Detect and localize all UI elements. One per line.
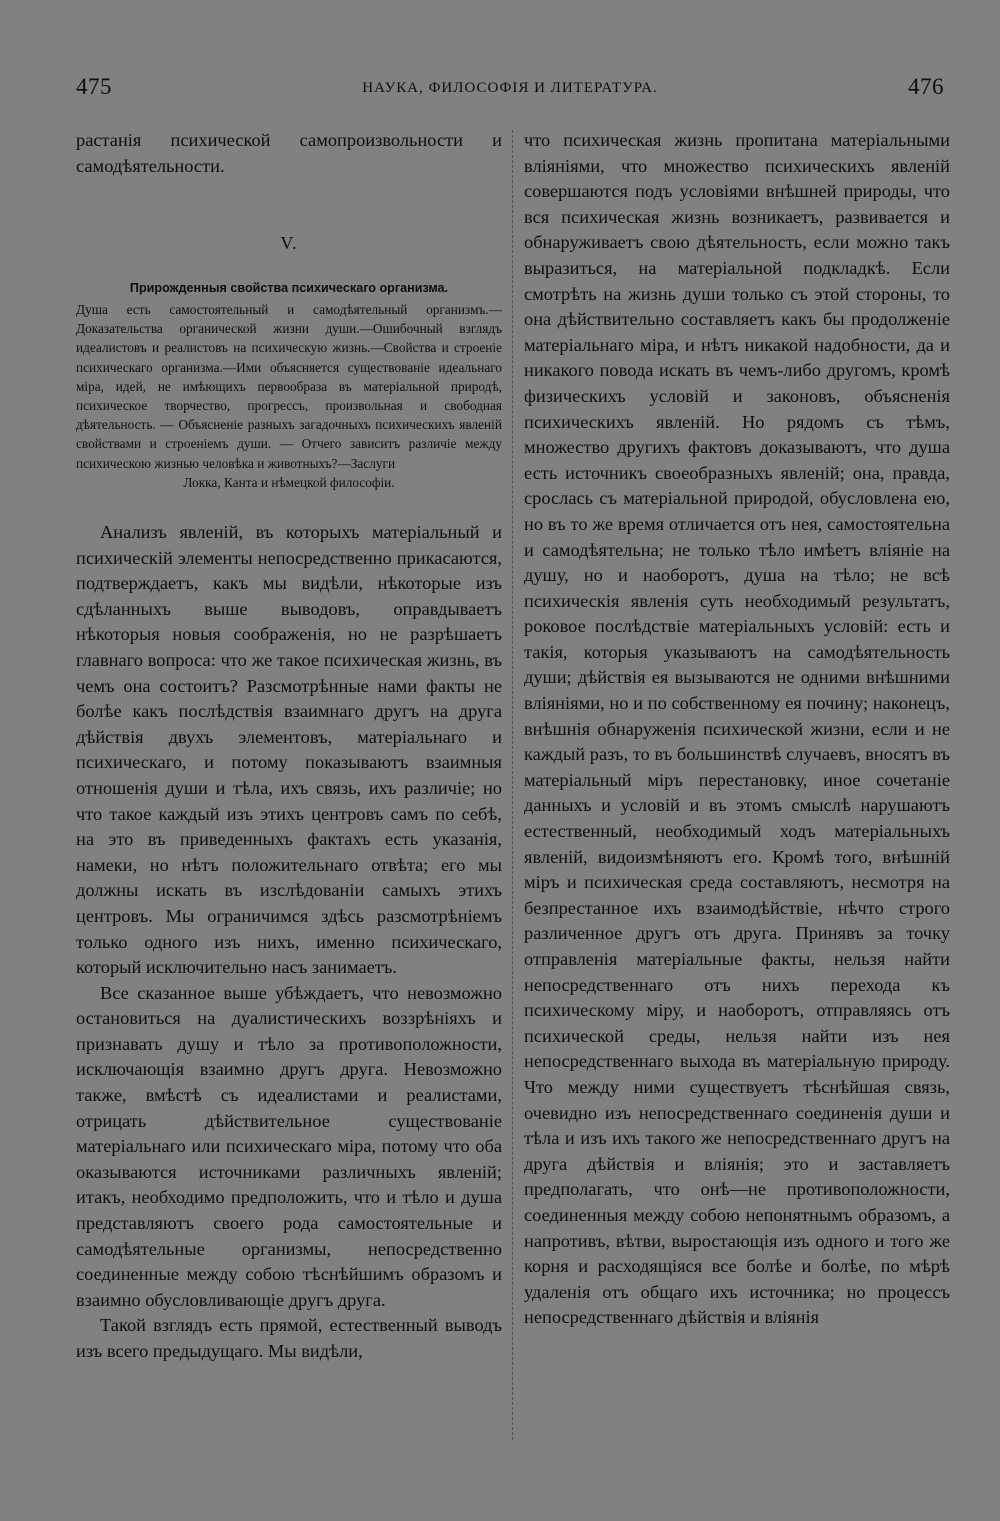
chapter-synopsis bbox=[76, 279, 502, 492]
running-title: НАУКА, ФИЛОСОФІЯ И ЛИТЕРАТУРА. bbox=[362, 80, 658, 96]
right-column-text: что психическая жизнь пропитана матеріальными вліяніями, что множество психическихъ явленій совершаются подъ условіями внѣшней природы, что вся психическая жизнь возникаетъ, развивается и обнаруживаетъ свою дѣятельность, если можно такъ выразиться, на матеріальной подкладкѣ. Если смотрѣть на жизнь души только съ этой стороны, то она дѣйствительно составляетъ какъ бы продолженіе матеріальнаго міра, и нѣтъ никакой надобности, да и никакого повода искать въ чемъ-либо другомъ, кромѣ физическихъ условій и законовъ, объясненія психическихъ явленій. Но рядомъ съ тѣмъ, множество другихъ фактовъ доказываютъ, что душа есть источникъ своеобразныхъ явленій; она, правда, срослась съ матеріальной природой, обусловлена ею, но въ то же время отличается отъ нея, самостоятельна и самодѣятельна; не только тѣло имѣетъ вліяніе на душу, но и наоборотъ, душа на тѣло; не всѣ психическія явленія суть необходимый результатъ, роковое послѣдствіе матеріальныхъ условій: есть и такія, которыя указываютъ на самодѣятельность души; дѣйствія ея вызываются не одними внѣшними вліяніями, но и по собственному ея почину; наконецъ, внѣшнія обнаруженія психической жизни, если и не каждый разъ, то въ большинствѣ случаевъ, вносятъ въ матеріальный міръ перестановку, иное сочетаніе данныхъ и условій и въ этомъ смыслѣ нарушаютъ естественный, необходимый ходъ матеріальныхъ явленій, видоизмѣняютъ его. Кромѣ того, внѣшній міръ и психическая среда составляютъ, несмотря на безпрестанное ихъ взаимодѣйствіе, нѣчто строго различенное другъ отъ друга. Принявъ за точку отправленія матеріальные факты, нельзя найти непосредственнаго отъ нихъ перехода къ психическому міру, и наоборотъ, отправляясь отъ психической среды, нельзя найти изъ нея непосредственнаго выхода въ матеріальную природу. Что между ними существуетъ тѣснѣйшая связь, очевидно изъ непосредственнаго соединенія души и тѣла и изъ ихъ такого же непосредственнаго другъ на друга дѣйствія и вліянія; это и заставляетъ предполагать, что онѣ—не противоположности, соединенныя между собою непонятнымъ образомъ, а напротивъ, вѣтви, выростающія изъ одного и того же корня и расходящіяся все болѣе и болѣе, по мѣрѣ удаленія отъ общаго ихъ источника; но процессъ непосредственнаго дѣйствія и вліянія bbox=[524, 130, 950, 1328]
paragraph-2: Все сказанное выше убѣждаетъ, что невозможно остановиться на дуалистическихъ воззрѣніяхъ и признавать душу и тѣло за противоположности, исключающія взаимно другъ друга. Невозможно также, вмѣстѣ съ идеалистами и реалистами, отрицать дѣйствительное существованіе матеріальнаго или психическаго міра, потому что оба оказываются источниками различныхъ явленій; итакъ, необходимо предположить, что и тѣло и душа представляютъ своего рода самостоятельные и самодѣятельные организмы, непосредственно соединенные между собою тѣснѣйшимъ образомъ и взаимно обусловливающіе другъ друга. bbox=[76, 982, 502, 1310]
synopsis-body: Душа есть самостоятельный и самодѣятельный организмъ.—Доказательства органической жизни души.—Ошибочный взглядъ идеалистовъ и реалистовъ на психическую жизнь.—Свойства и строеніе психическаго организма.—Ими объясняется существованіе идеальнаго міра, идей, не имѣющихъ первообраза въ матеріальной природѣ, психическое творчество, прогрессъ, произвольная и свободная дѣятельность. — Объясненіе разныхъ загадочныхъ психическихъ явленій свойствами и строеніемъ души. — Отчего зависитъ различіе между психическою жизнью человѣка и животныхъ?—Заслуги bbox=[76, 301, 502, 471]
section-number: V. bbox=[280, 233, 298, 254]
page-number-right: 476 bbox=[908, 74, 944, 99]
synopsis-last-line: Локка, Канта и нѣмецкой философіи. bbox=[183, 474, 395, 490]
page-number-left: 475 bbox=[76, 74, 112, 99]
column-divider bbox=[512, 130, 513, 1440]
paragraph-3: Такой взглядъ есть прямой, естественный выводъ изъ всего предыдущаго. Мы видѣли, bbox=[76, 1315, 502, 1362]
left-column bbox=[76, 128, 502, 1365]
running-header bbox=[76, 74, 944, 104]
intro-paragraph: растанія психической самопроизвольности и самодѣятельности. bbox=[76, 130, 502, 176]
right-column bbox=[524, 128, 950, 1331]
synopsis-title: Прирожденныя свойства психическаго организма. bbox=[129, 280, 449, 295]
paragraph-1: Анализъ явленій, въ которыхъ матеріальный и психическій элементы непосредственно прикасаются, подтверждаетъ, какъ мы видѣли, нѣкоторые изъ сдѣланныхъ выше выводовъ, оправдываетъ нѣкоторыя новыя соображенія, но не разрѣшаетъ главнаго вопроса: что же такое психическая жизнь, въ чемъ она состоитъ? Разсмотрѣнные нами факты не болѣе какъ послѣдствія взаимнаго другъ на друга дѣйствія двухъ элементовъ, матеріальнаго и психическаго, и потому показываютъ взаимныя отношенія души и тѣла, ихъ связь, ихъ различіе; но что такое каждый изъ этихъ центровъ самъ по себѣ, на это въ приведенныхъ фактахъ есть указанія, намеки, но нѣтъ положительнаго отвѣта; его мы должны искать въ изслѣдованіи самыхъ этихъ центровъ. Мы ограничимся здѣсь разсмотрѣніемъ только одного изъ нихъ, именно психическаго, который исключительно насъ занимаетъ. bbox=[76, 522, 502, 978]
